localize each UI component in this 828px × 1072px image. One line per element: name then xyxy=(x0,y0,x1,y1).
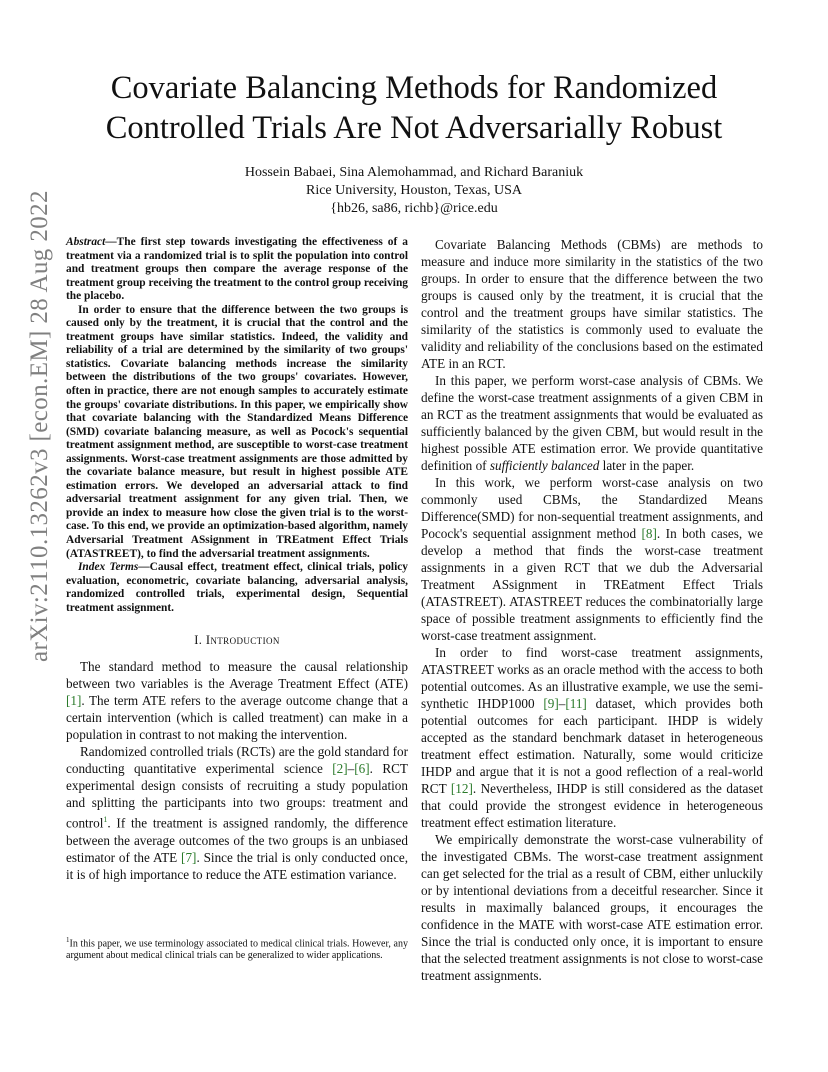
footnote-mark: 1 xyxy=(66,936,70,944)
citation-link[interactable]: [6] xyxy=(354,761,370,777)
paper-title: Covariate Balancing Methods for Randomized Controlled Trials Are Not Adversarially Robust xyxy=(105,70,723,146)
citation-link[interactable]: [12] xyxy=(450,781,473,796)
author-block xyxy=(60,164,768,218)
intro-paragraph-2: Randomized controlled trials (RCTs) are the gold standard for conducting quantitative experimental science [2]–[6]. RCT experimental design consists of recruiting a study population and splitting the participants into two groups: treatment and control$^1$. If the treatment is assigned randomly, the difference between the average outcomes of the two groups is an unbiased estimator of the ATE [7]. Since the trial is only conducted once, it is of high importance to reduce the ATE estimation variance. xyxy=(66,744,408,882)
body-paragraph-1: Covariate Balancing Methods (CBMs) are methods to measure and induce more similarity in the statistics of the two groups. In order to ensure that the difference between the two groups is caused only by the treatment, it is crucial that the control and the treatment groups have similar statistics. The similarity of the statistics is commonly used to evaluate the validity and reliability of the conclusions based on the estimated ATE in an RCT. xyxy=(421,237,763,371)
body-paragraph-5: We empirically demonstrate the worst-case vulnerability of the investigated CBMs. The worst-case treatment assignment can get selected for the trial as a result of CBM, either unluckily or by intentional deviations from a deceitful researcher. Since it results in maximally balanced groups, it encourages the confidence in the MATE with worst-case ATE estimation error. Since the trial is conducted only once, it is important to ensure that the selected treatment assignments is not close to worst-case treatment assignments. xyxy=(421,832,763,983)
footnote-link[interactable]: 1 xyxy=(103,815,108,825)
index-terms-label: Index Terms xyxy=(78,561,139,574)
footnote-text: In this paper, we use terminology associated to medical clinical trials. However, any argument about medical clinical trials can be generalized to wider applications. xyxy=(66,938,408,962)
intro-paragraph-1: The standard method to measure the causal relationship between two variables is the Average Treatment Effect (ATE) [1]. The term ATE refers to the average outcome change that a certain intervention (which is called treatment) can make in a population in contrast to not making the intervention. xyxy=(66,659,408,743)
abstract xyxy=(66,236,408,615)
citation-link[interactable]: [1] xyxy=(66,693,82,709)
citation-link[interactable]: [9] xyxy=(543,696,559,711)
index-terms: Index Terms—Causal effect, treatment effect, clinical trials, policy evaluation, econometric, covariate balancing, adversarial analysis, randomized controlled trials, experimental design, Sequential treatment assignment. xyxy=(66,561,408,614)
author-affiliation: Rice University, Houston, Texas, USA xyxy=(305,183,522,198)
author-email: {hb26, sa86, richb}@rice.edu xyxy=(330,201,498,216)
citation-link[interactable]: [11] xyxy=(565,696,587,711)
abstract-paragraph-1: Abstract—The first step towards investigating the effectiveness of a treatment via a randomized trial is to split the population into control and treatment groups then compare the average response of the treatment group receiving the treatment to the control group receiving the placebo. xyxy=(66,236,408,303)
body-paragraph-4: In order to find worst-case treatment assignments, ATASTREET works as an oracle method with the access to both potential outcomes. As an illustrative example, we use the semi-synthetic IHDP1000 [9]–[11] dataset, which provides both potential outcomes for each participant. IHDP is widely accepted as the standard benchmark dataset in heterogeneous treatment effect estimation. Naturally, some would criticize IHDP and argue that it is not a good reflection of a real-world RCT [12]. Nevertheless, IHDP is still considered as the dataset that could provide the strongest evidence in heterogeneous treatment effect estimation literature. xyxy=(421,645,764,830)
citation-link[interactable]: [8] xyxy=(641,526,657,541)
section-heading-introduction: I. Introduction xyxy=(194,633,280,648)
abstract-paragraph-2: In order to ensure that the difference between the two groups is caused only by the treatment, it is crucial that the control and the treatment groups have similar statistics. Indeed, the validity and reliability of a trial are determined by the similarity of two groups' statistics. Covariate balancing methods increase the similarity between the distributions of the two groups' covariates. However, often in practice, there are not enough samples to accurately estimate the groups' covariate distributions. In this paper, we empirically show that covariate balancing with the Standardized Means Difference (SMD) covariate balancing measure, as well as Pocock's sequential treatment assignment method, are susceptible to worst-case treatment assignments. Worst-case treatment assignments are those admitted by the covariate balance measure, but result in highest possible ATE estimation errors. We developed an adversarial attack to find adversarial treatment assignment for any given trial. Then, we provide an index to measure how close the given trial is to the worst-case. To this end, we provide an optimization-based algorithm, namely Adversarial Treatment ASsignment in TREatment Effect Trials (ATASTREET), to find the adversarial treatment assignments. xyxy=(66,303,408,560)
arxiv-sidebar-stamp xyxy=(20,190,60,662)
right-column xyxy=(421,236,763,984)
left-column xyxy=(66,236,408,883)
citation-link[interactable]: [7] xyxy=(181,849,197,865)
body-paragraph-3: In this work, we perform worst-case analysis on two commonly used CBMs, the Standardized Means Difference(SMD) for non-sequential treatment assignments, and Pocock's sequential assignment method [8]. In both cases, we develop a method that finds the worst-case treatment assignments in a given RCT that we dub the Adversarial Treatment ASsignment in TREatment Effect Trials (ATASTREET). ATASTREET reduces the combinatorially large space of possible treatment assignments to efficiently find the worst-case treatment assignment. xyxy=(421,475,763,643)
author-names: Hossein Babaei, Sina Alemohammad, and Richard Baraniuk xyxy=(244,165,584,180)
abstract-label: Abstract xyxy=(66,236,106,248)
arxiv-identifier: arXiv:2110.13262v3 [econ.EM] 28 Aug 2022 xyxy=(26,190,53,662)
body-paragraph-2: In this paper, we perform worst-case analysis of CBMs. We define the worst-case treatment assignments of a given CBM in an RCT as the treatment assignments that would be evaluated as sufficiently balanced by the given CBM, but would result in the highest possible ATE estimation error. We provide quantitative definition of sufficiently balanced later in the paper. xyxy=(421,373,763,473)
citation-link[interactable]: [2] xyxy=(332,761,348,777)
footnote xyxy=(66,934,408,962)
